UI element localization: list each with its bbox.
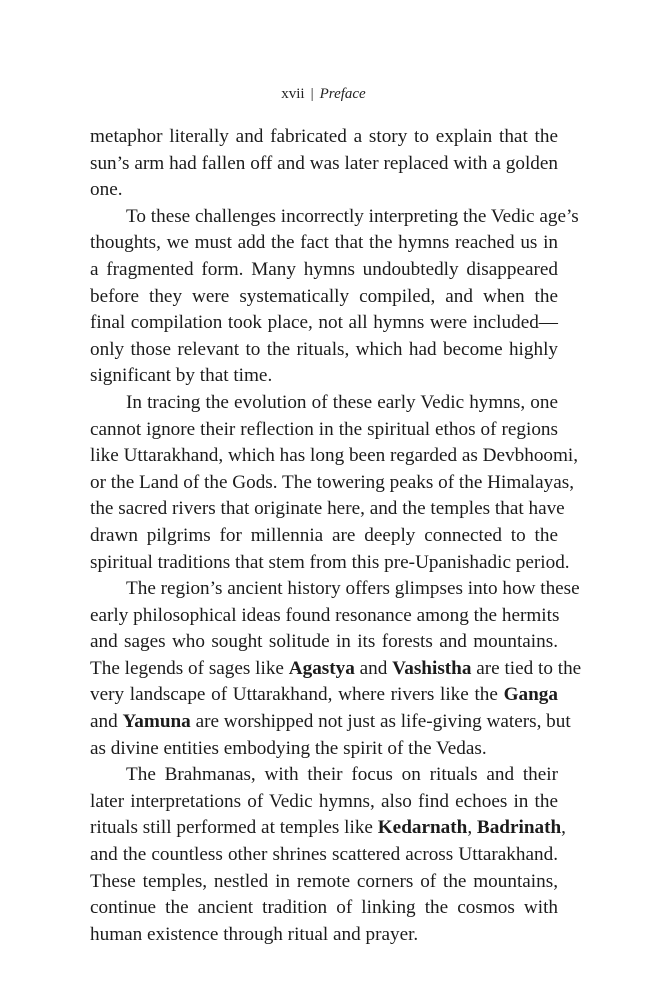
header-separator: | xyxy=(310,86,314,102)
text-run: like Uttarakhand, which has long been regarded as Devbhoomi, xyxy=(90,445,579,467)
text-line xyxy=(90,151,558,178)
text-run: only those relevant to the rituals, which had become highly xyxy=(90,338,558,360)
text-run: , xyxy=(561,817,566,839)
bold-term: Kedarnath xyxy=(377,817,468,839)
text-line xyxy=(90,815,566,842)
text-line xyxy=(90,895,558,922)
bold-term: Yamuna xyxy=(122,711,191,733)
text-line xyxy=(90,284,558,311)
text-line xyxy=(90,550,570,577)
text-run: These temples, nestled in remote corners of the mountains, xyxy=(90,870,558,892)
text-run: later interpretations of Vedic hymns, also find echoes in the xyxy=(90,790,558,812)
text-line xyxy=(90,390,558,417)
running-head xyxy=(0,84,647,104)
text-run: and xyxy=(354,657,393,679)
text-line xyxy=(90,363,558,390)
text-run: are worshipped not just as life-giving waters, but xyxy=(190,711,571,733)
text-run: cannot ignore their reflection in the spiritual ethos of regions xyxy=(90,418,558,440)
bold-term: Vashistha xyxy=(392,657,472,679)
text-line xyxy=(90,443,579,470)
section-title: Preface xyxy=(319,86,366,102)
text-run: significant by that time. xyxy=(90,365,273,387)
text-line xyxy=(90,310,558,337)
text-run: thoughts, we must add the fact that the hymns reached us in xyxy=(90,232,558,254)
text-run: and sages who sought solitude in its forests and mountains. xyxy=(90,631,558,653)
text-run: rituals still performed at temples like xyxy=(90,817,378,839)
text-line xyxy=(90,576,580,603)
text-line xyxy=(90,417,558,444)
text-line xyxy=(90,496,565,523)
text-line xyxy=(90,177,558,204)
text-line xyxy=(90,257,558,284)
bold-term: Ganga xyxy=(503,684,558,706)
text-run: as divine entities embodying the spirit of the Vedas. xyxy=(90,737,487,759)
text-run: one. xyxy=(90,179,123,201)
text-line xyxy=(90,523,558,550)
text-line xyxy=(90,230,558,257)
text-run: final compilation took place, not all hymns were included— xyxy=(90,312,558,334)
text-run: very landscape of Uttarakhand, where rivers like the xyxy=(90,684,504,706)
text-run: The region’s ancient history offers glimpses into how these xyxy=(126,578,580,600)
paragraph xyxy=(90,124,558,204)
paragraph xyxy=(90,576,582,762)
paragraph xyxy=(90,762,566,948)
text-run: sun’s arm had fallen off and was later replaced with a golden xyxy=(90,152,558,174)
text-run: or the Land of the Gods. The towering peaks of the Himalayas, xyxy=(90,471,574,493)
text-run: and the countless other shrines scattered across Uttarakhand. xyxy=(90,844,558,866)
text-line xyxy=(90,204,579,231)
text-run: early philosophical ideas found resonance among the hermits xyxy=(90,604,560,626)
page-number: xvii xyxy=(281,86,305,102)
text-run: continue the ancient tradition of linking the cosmos with xyxy=(90,897,558,919)
text-run: drawn pilgrims for millennia are deeply connected to the xyxy=(90,524,558,546)
text-run: human existence through ritual and prayer. xyxy=(90,923,419,945)
text-run: , xyxy=(467,817,477,839)
text-run: To these challenges incorrectly interpreting the Vedic age’s xyxy=(126,205,579,227)
paragraph xyxy=(90,390,579,576)
text-line xyxy=(90,337,558,364)
paragraph xyxy=(90,204,579,390)
text-run: a fragmented form. Many hymns undoubtedly disappeared xyxy=(90,258,558,280)
bold-term: Badrinath xyxy=(476,817,562,839)
text-run: In tracing the evolution of these early Vedic hymns, one xyxy=(126,391,558,413)
text-line xyxy=(90,842,558,869)
text-line xyxy=(90,762,558,789)
text-line xyxy=(90,682,558,709)
text-line xyxy=(90,869,558,896)
body-text xyxy=(90,124,582,948)
text-line xyxy=(90,470,574,497)
text-line xyxy=(90,709,571,736)
bold-term: Agastya xyxy=(288,657,355,679)
text-line xyxy=(90,629,558,656)
text-line xyxy=(90,922,558,949)
text-line xyxy=(90,656,582,683)
text-run: and xyxy=(90,711,123,733)
text-line xyxy=(90,603,558,630)
text-run: before they were systematically compiled, and when the xyxy=(90,285,558,307)
text-run: metaphor literally and fabricated a story to explain that the xyxy=(90,126,558,147)
text-run: the sacred rivers that originate here, and the temples that have xyxy=(90,498,565,520)
text-line xyxy=(90,789,558,816)
text-line xyxy=(90,736,558,763)
text-line xyxy=(90,124,558,151)
text-run: The legends of sages like xyxy=(90,657,289,679)
text-run: spiritual traditions that stem from this pre-Upanishadic period. xyxy=(90,551,570,573)
text-run: are tied to the xyxy=(471,657,582,679)
text-run: The Brahmanas, with their focus on rituals and their xyxy=(126,764,558,786)
